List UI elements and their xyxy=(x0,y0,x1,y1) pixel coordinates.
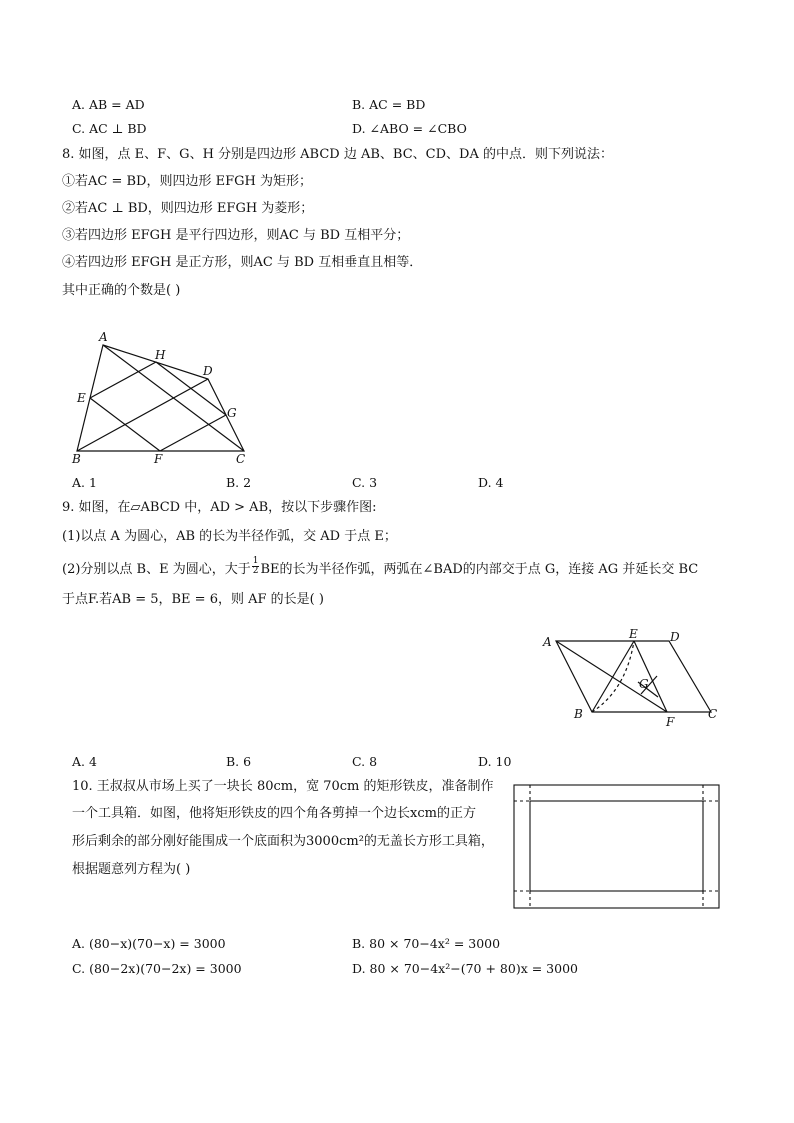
q9-option-c: C. 8 xyxy=(352,754,378,769)
q9-fraction-numerator: 1 xyxy=(252,556,259,566)
q9-label-f: F xyxy=(666,715,675,729)
q8-question: 其中正确的个数是( ) xyxy=(62,283,181,298)
q8-option-b: B. 2 xyxy=(226,475,252,490)
q8-quadrilateral-figure xyxy=(60,325,260,470)
q9-step-2-cont: 于点F.若AB = 5，BE = 6，则 AF 的长是( ) xyxy=(62,592,324,607)
q8-label-e: E xyxy=(77,391,86,405)
q8-option-c: C. 3 xyxy=(352,475,378,490)
q9-label-g: G xyxy=(639,677,649,691)
q8-label-a: A xyxy=(99,330,108,344)
q10-option-a: A. (80−x)(70−x) = 3000 xyxy=(72,936,226,951)
q9-option-b: B. 6 xyxy=(226,754,252,769)
q10-line-4: 根据题意列方程为( ) xyxy=(72,862,191,877)
q8-label-b: B xyxy=(72,452,81,466)
q7-option-b: B. AC = BD xyxy=(352,97,426,112)
q9-parallelogram-figure xyxy=(540,625,730,730)
q8-statement-3: ③若四边形 EFGH 是平行四边形，则AC 与 BD 互相平分； xyxy=(62,228,410,243)
q8-label-d: D xyxy=(203,364,213,378)
q9-step-2-part-a: (2)分别以点 B、E 为圆心，大于 xyxy=(62,562,251,577)
q7-option-c: C. AC ⊥ BD xyxy=(72,121,147,136)
q10-option-d: D. 80 × 70−4x²−(70 + 80)x = 3000 xyxy=(352,961,578,976)
q9-stem: 9. 如图，在▱ABCD 中，AD > AB，按以下步骤作图: xyxy=(62,500,377,515)
q10-option-b: B. 80 × 70−4x² = 3000 xyxy=(352,936,501,951)
q8-label-c: C xyxy=(236,452,246,466)
q10-line-1: 10. 王叔叔从市场上买了一块长 80cm，宽 70cm 的矩形铁皮，准备制作 xyxy=(72,779,494,794)
q10-option-c: C. (80−2x)(70−2x) = 3000 xyxy=(72,961,242,976)
q9-step-2 xyxy=(62,556,699,579)
q8-label-g: G xyxy=(227,406,237,420)
q10-line-2: 一个工具箱．如图，他将矩形铁皮的四个角各剪掉一个边长xcm的正方 xyxy=(72,806,476,821)
q9-option-a: A. 4 xyxy=(72,754,97,769)
q9-label-e: E xyxy=(629,627,638,641)
q8-label-f: F xyxy=(154,452,163,466)
q7-option-d: D. ∠ABO = ∠CBO xyxy=(352,121,467,136)
q9-label-c: C xyxy=(708,707,718,721)
q9-fraction-denominator: 2 xyxy=(252,566,259,576)
q9-step-2-part-b: BE的长为半径作弧，两弧在∠BAD的内部交于点 G，连接 AG 并延长交 BC xyxy=(260,562,699,577)
q9-fraction xyxy=(252,557,260,576)
q8-statement-2: ②若AC ⊥ BD，则四边形 EFGH 为菱形； xyxy=(62,201,314,216)
q9-label-d: D xyxy=(670,630,680,644)
q9-step-1: (1)以点 A 为圆心，AB 的长为半径作弧，交 AD 于点 E； xyxy=(62,529,397,544)
q8-option-a: A. 1 xyxy=(72,475,97,490)
q9-label-b: B xyxy=(574,707,583,721)
q9-label-a: A xyxy=(543,635,552,649)
q8-label-h: H xyxy=(155,348,166,362)
q8-option-d: D. 4 xyxy=(478,475,504,490)
q8-stem: 8. 如图，点 E、F、G、H 分别是四边形 ABCD 边 AB、BC、CD、DA 的中点．则下列说法： xyxy=(62,147,613,162)
q10-line-3: 形后剩余的部分刚好能围成一个底面积为3000cm²的无盖长方形工具箱， xyxy=(72,834,494,849)
q8-statement-1: ①若AC = BD，则四边形 EFGH 为矩形； xyxy=(62,174,312,189)
q9-option-d: D. 10 xyxy=(478,754,512,769)
q7-option-a: A. AB = AD xyxy=(72,97,145,112)
q8-statement-4: ④若四边形 EFGH 是正方形，则AC 与 BD 互相垂直且相等． xyxy=(62,255,423,270)
q10-sheet-figure xyxy=(510,780,725,912)
